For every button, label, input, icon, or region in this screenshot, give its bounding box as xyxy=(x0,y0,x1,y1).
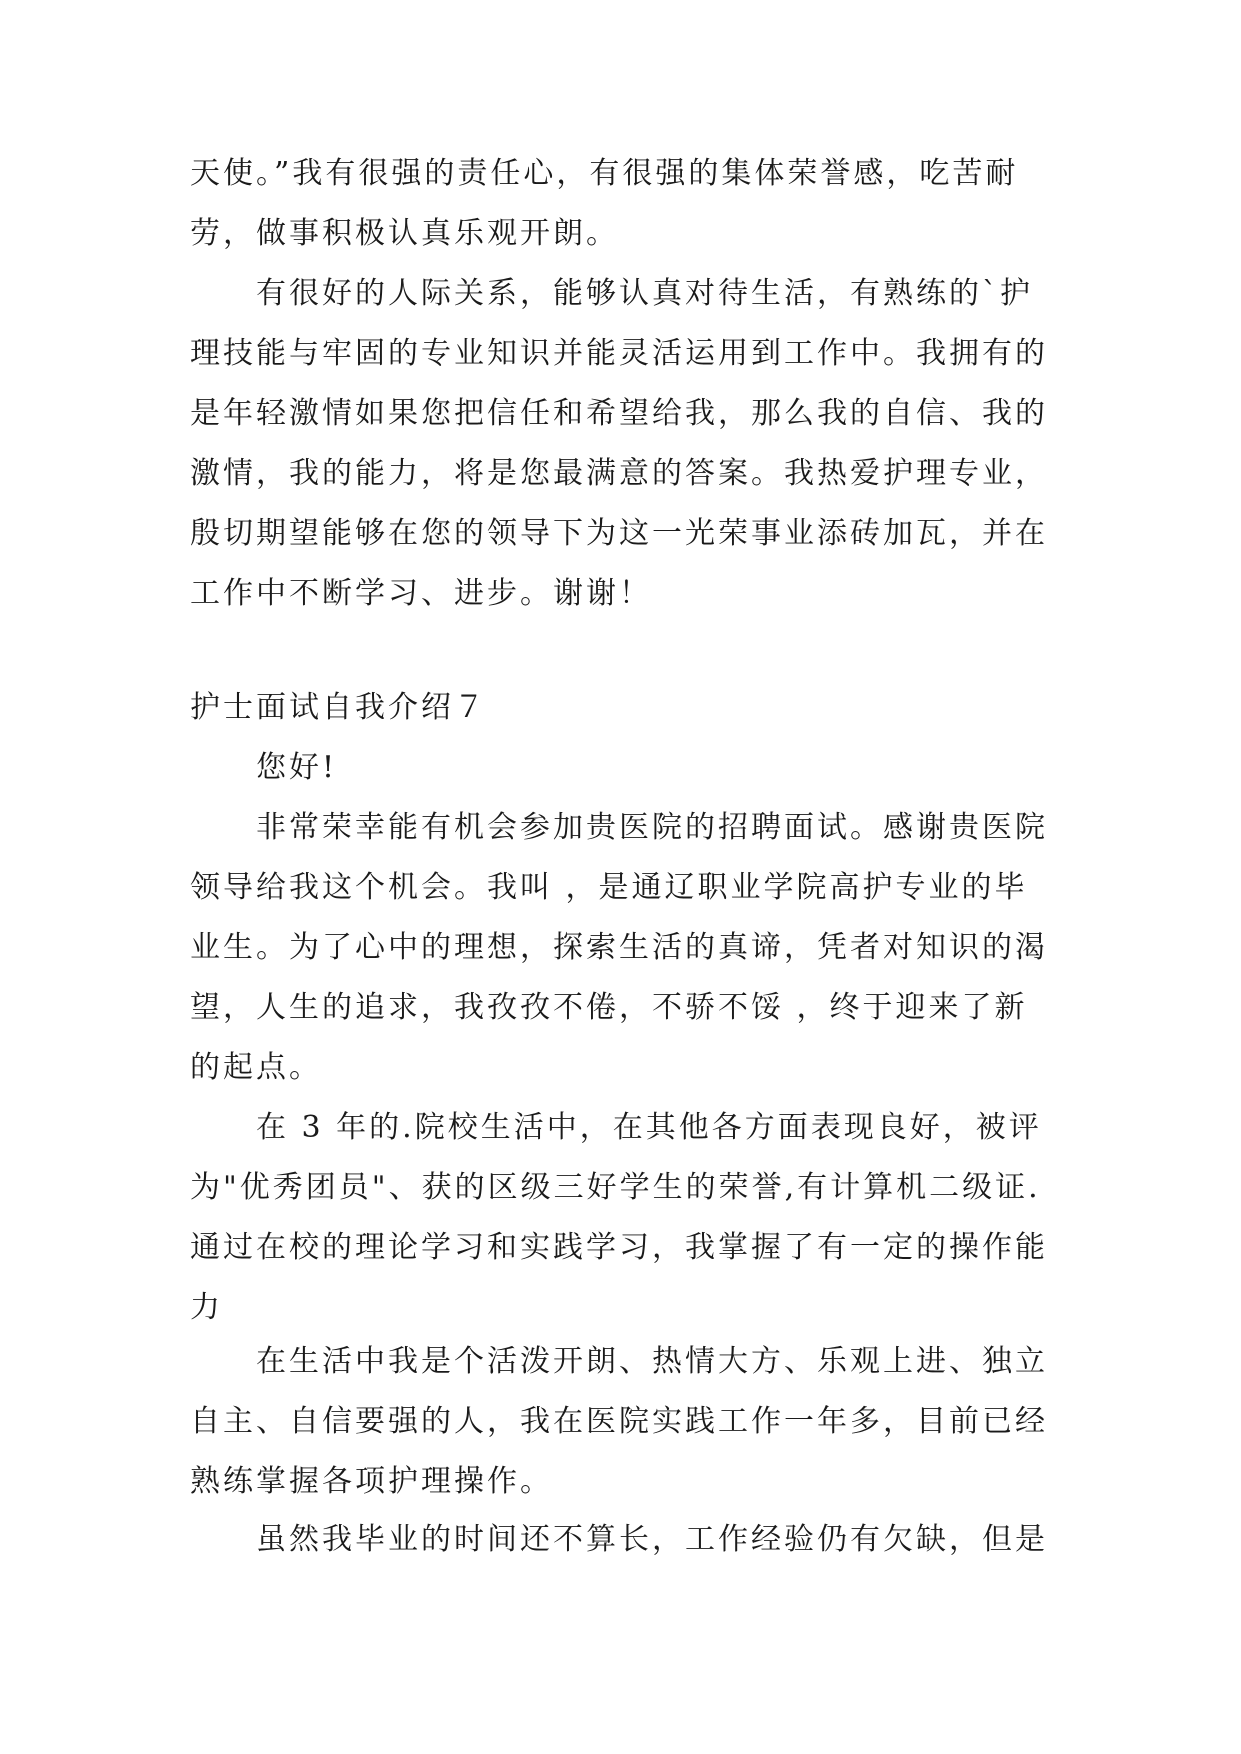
text-line: 理技能与牢固的专业知识并能灵活运用到工作中。我拥有的 xyxy=(190,336,1048,371)
paragraph-3 xyxy=(190,798,1060,1098)
paragraph-4 xyxy=(190,1098,1060,1338)
text-line: 的起点。 xyxy=(190,1050,322,1085)
text-line: 是年轻激情如果您把信任和希望给我，那么我的自信、我的 xyxy=(190,396,1048,431)
text-line: 劳，做事积极认真乐观开朗。 xyxy=(190,216,619,251)
section-title: 护士面试自我介绍７ xyxy=(190,690,487,725)
text-line: 力 xyxy=(190,1290,223,1325)
text-line: 熟练掌握各项护理操作。 xyxy=(190,1464,553,1499)
text-line: 激情，我的能力，将是您最满意的答案。我热爱护理专业， xyxy=(190,456,1048,491)
text-line: 工作中不断学习、进步。谢谢！ xyxy=(190,576,652,611)
text-line: 在 3 年的.院校生活中，在其他各方面表现良好，被评 xyxy=(256,1110,1042,1145)
text-line: 虽然我毕业的时间还不算长，工作经验仍有欠缺，但是 xyxy=(256,1522,1048,1557)
section-title-block xyxy=(190,678,1060,798)
paragraph-6 xyxy=(190,1510,1060,1570)
text-line: 殷切期望能够在您的领导下为这一光荣事业添砖加瓦，并在 xyxy=(190,516,1048,551)
text-line: 自主、自信要强的人，我在医院实践工作一年多，目前已经 xyxy=(190,1404,1048,1439)
paragraph-2 xyxy=(190,264,1060,624)
text-line: 天使。”我有很强的责任心，有很强的集体荣誉感，吃苦耐 xyxy=(190,156,1019,191)
paragraph-1 xyxy=(190,144,1060,264)
text-line: 非常荣幸能有机会参加贵医院的招聘面试。感谢贵医院 xyxy=(256,810,1048,845)
text-line: 领导给我这个机会。我叫 ，是通辽职业学院高护专业的毕 xyxy=(190,870,1028,905)
text-line: 在生活中我是个活泼开朗、热情大方、乐观上进、独立 xyxy=(256,1344,1048,1379)
text-line: 为"优秀团员"、获的区级三好学生的荣誉,有计算机二级证. xyxy=(190,1170,1041,1205)
text-line: 业生。为了心中的理想，探索生活的真谛，凭者对知识的渴 xyxy=(190,930,1048,965)
text-line: 望，人生的追求，我孜孜不倦，不骄不馁 ，终于迎来了新 xyxy=(190,990,1028,1025)
text-line: 通过在校的理论学习和实践学习，我掌握了有一定的操作能 xyxy=(190,1230,1048,1265)
paragraph-5 xyxy=(190,1332,1060,1512)
greeting: 您好! xyxy=(256,750,338,785)
text-line: 有很好的人际关系，能够认真对待生活，有熟练的`护 xyxy=(256,276,1033,311)
